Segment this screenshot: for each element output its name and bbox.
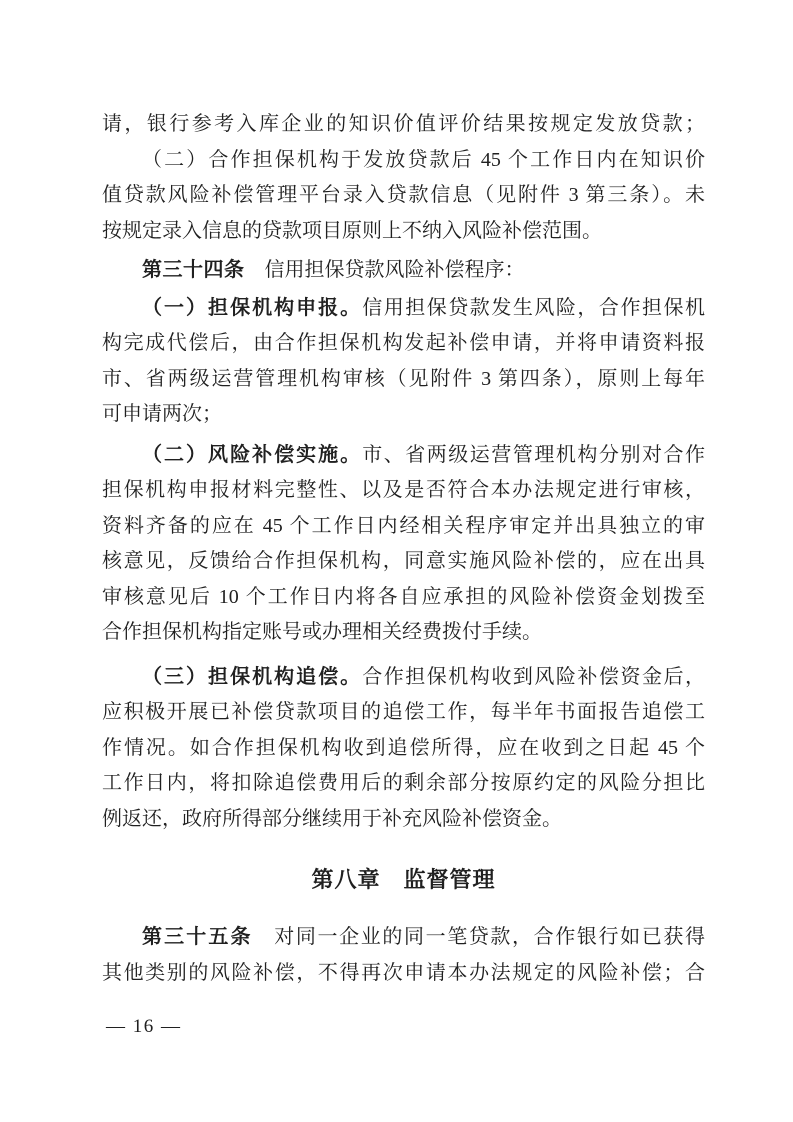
text-line (102, 920, 705, 956)
text-line: 核意见，反馈给合作担保机构，同意实施风险补偿的，应在出具 (102, 550, 705, 572)
paragraph (102, 143, 705, 250)
page-number: — 16 — (106, 1016, 182, 1037)
text-line (102, 660, 705, 696)
paragraph (102, 253, 705, 289)
page-footer (106, 1014, 182, 1040)
text-line: 可申请两次； (102, 403, 222, 425)
text-line: 合作担保机构指定账号或办理相关经费拨付手续。 (102, 621, 542, 643)
text-line: 构完成代偿后，由合作担保机构发起补偿申请，并将申请资料报 (102, 332, 705, 354)
paragraph (102, 660, 705, 838)
article-number-bold: 第三十四条 (142, 259, 245, 281)
line-text: 对同一企业的同一笔贷款，合作银行如已获得 (252, 926, 706, 948)
text-line (102, 291, 705, 327)
text-line: 审核意见后 10 个工作日内将各自应承担的风险补偿资金划拨至 (102, 585, 705, 608)
item-lead-bold: （一）担保机构申报。 (142, 296, 363, 319)
text-line: 按规定录入信息的贷款项目原则上不纳入风险补偿范围。 (102, 219, 602, 242)
line-text: 合作担保机构收到风险补偿资金后， (362, 665, 706, 688)
item-lead-bold: （三）担保机构追偿。 (142, 665, 363, 688)
text-line: （二）合作担保机构于发放贷款后 45 个工作日内在知识价 (142, 148, 705, 171)
text-line: 值贷款风险补偿管理平台录入贷款信息（见附件 3 第三条）。未 (102, 184, 705, 206)
text-line: 资料齐备的应在 45 个工作日内经相关程序审定并出具独立的审 (102, 514, 705, 537)
text-line: 请，银行参考入库企业的知识价值评价结果按规定发放贷款； (102, 113, 705, 135)
text-line (102, 253, 705, 289)
line-text: 信用担保贷款风险补偿程序： (244, 259, 525, 281)
chapter-heading: 第八章 监督管理 (311, 867, 496, 892)
document-body (102, 107, 705, 991)
text-line: 市、省两级运营管理机构审核（见附件 3 第四条），原则上每年 (102, 367, 705, 390)
text-line (102, 438, 705, 474)
text-line: 作情况。如合作担保机构收到追偿所得，应在收到之日起 45 个 (102, 736, 705, 759)
text-line: 例返还，政府所得部分继续用于补充风险补偿资金。 (102, 807, 562, 830)
paragraph (102, 291, 705, 433)
article-number-bold: 第三十五条 (142, 926, 253, 948)
line-text: 市、省两级运营管理机构分别对合作 (362, 443, 706, 466)
line-text: 信用担保贷款发生风险，合作担保机 (362, 296, 706, 319)
text-line: 担保机构申报材料完整性、以及是否符合本办法规定进行审核， (102, 479, 705, 501)
text-line: 其他类别的风险补偿，不得再次申请本办法规定的风险补偿；合 (102, 961, 705, 984)
text-line: 应积极开展已补偿贷款项目的追偿工作，每半年书面报告追偿工 (102, 701, 705, 723)
paragraph (102, 438, 705, 651)
item-lead-bold: （二）风险补偿实施。 (142, 443, 363, 466)
text-line: 工作日内，将扣除追偿费用后的剩余部分按原约定的风险分担比 (102, 772, 705, 794)
paragraph (102, 107, 705, 143)
paragraph (102, 920, 705, 991)
